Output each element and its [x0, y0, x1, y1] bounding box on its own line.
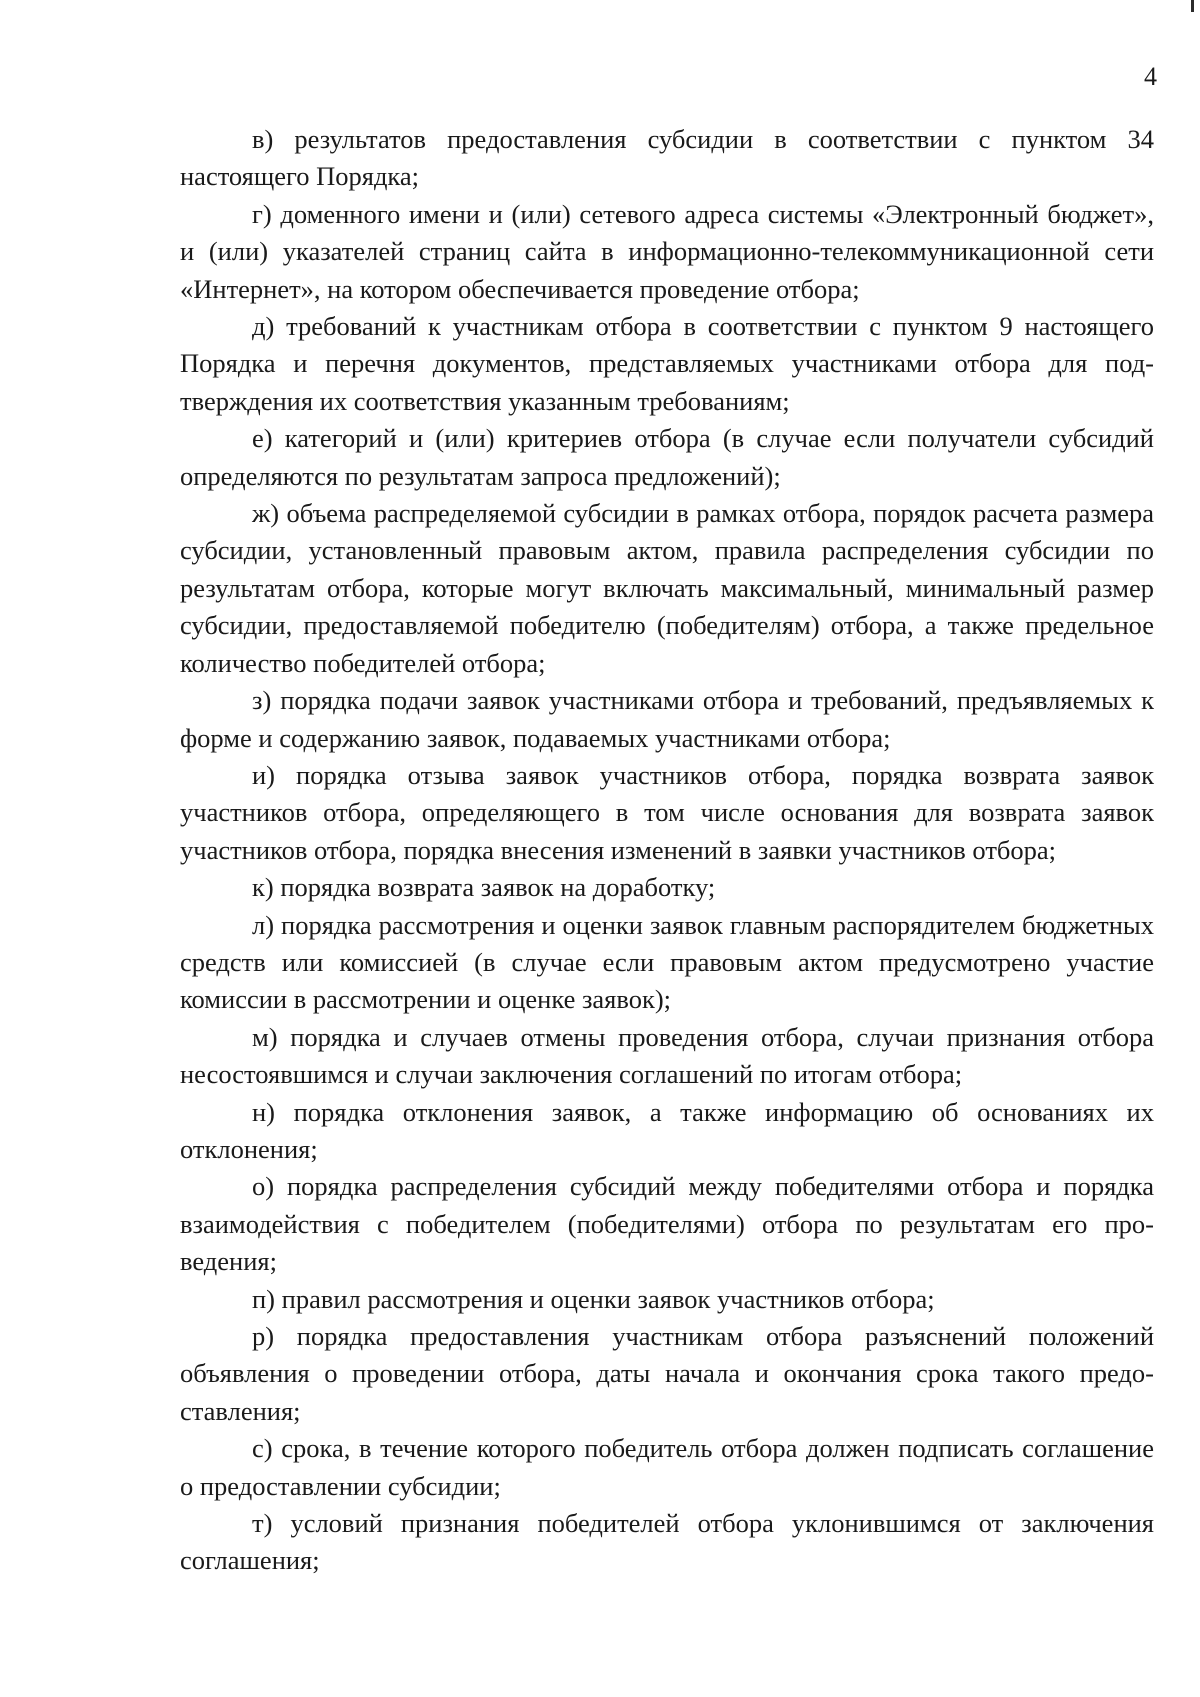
paragraph-z: з) порядка подачи заявок участниками отбора и требований, предъявляемых к форме и содержанию заявок, подаваемых участниками отбора;: [180, 685, 1154, 753]
paragraph-l: л) порядка рассмотрения и оценки заявок главным распорядителем бюджетных средств или комиссией (в случае если правовым актом предусмотрено участие комиссии в рассмотрении и оценке заявок);: [180, 909, 1154, 1015]
paragraph-e: е) категорий и (или) критериев отбора (в случае если получатели субсидий определяются по результатам запроса предложений);: [180, 423, 1154, 491]
paragraph-o: о) порядка распределения субсидий между победителями отбора и порядка взаимодействия с победителем (победителями) отбора по результатам его проведения;: [180, 1171, 1154, 1277]
paragraph-i: и) порядка отзыва заявок участников отбора, порядка возврата заявок участников отбора, определяющего в том числе основания для возврата заявок участников отбора, порядка внесения изменений в заявки участников отбора;: [180, 759, 1154, 865]
paragraph-n: н) порядка отклонения заявок, а также информацию об основаниях их отклонения;: [180, 1096, 1154, 1164]
paragraph-m: м) порядка и случаев отмены проведения отбора, случаи признания отбора несостоявшимся и случаи заключения соглашений по итогам отбора;: [180, 1021, 1154, 1090]
paragraph-v: в) результатов предоставления субсидии в соответствии с пунктом 34 настоящего Порядка;: [180, 124, 1154, 192]
scan-edge-mark: [1191, 0, 1194, 12]
paragraph-s: с) срока, в течение которого победитель отбора должен подписать соглашение о предоставлении субсидии;: [180, 1433, 1154, 1501]
paragraph-t: т) условий признания победителей отбора уклонившимся от заключения соглашения;: [180, 1508, 1154, 1576]
paragraph-p: п) правил рассмотрения и оценки заявок участников отбора;: [252, 1283, 935, 1314]
paragraph-k: к) порядка возврата заявок на доработку;: [252, 872, 716, 903]
paragraph-zh: ж) объема распределяемой субсидии в рамках отбора, порядок расчета размера субсидии, установленный правовым актом, правила распределения субсидии по результатам отбора, которые могут включать максимальный, минимальный размер субсидии, предоставляемой победителю (победителям) отбора, а также предельное количество победителей отбора;: [180, 498, 1154, 678]
paragraph-d: д) требований к участникам отбора в соответствии с пунктом 9 настоящего Порядка и перечня документов, представляемых участниками отбора для подтверждения их соответствия указанным требованиям;: [180, 311, 1154, 416]
paragraph-r: р) порядка предоставления участникам отбора разъяснений положений объявления о проведении отбора, даты начала и окончания срока такого предоставления;: [180, 1321, 1154, 1426]
paragraph-g: г) доменного имени и (или) сетевого адреса системы «Электронный бюджет», и (или) указателей страниц сайта в информационно-телекоммуникационной сети «Интернет», на котором обеспечивается проведение отбора;: [180, 198, 1154, 304]
document-body: [180, 121, 1154, 1580]
page-number: 4: [1144, 62, 1157, 91]
